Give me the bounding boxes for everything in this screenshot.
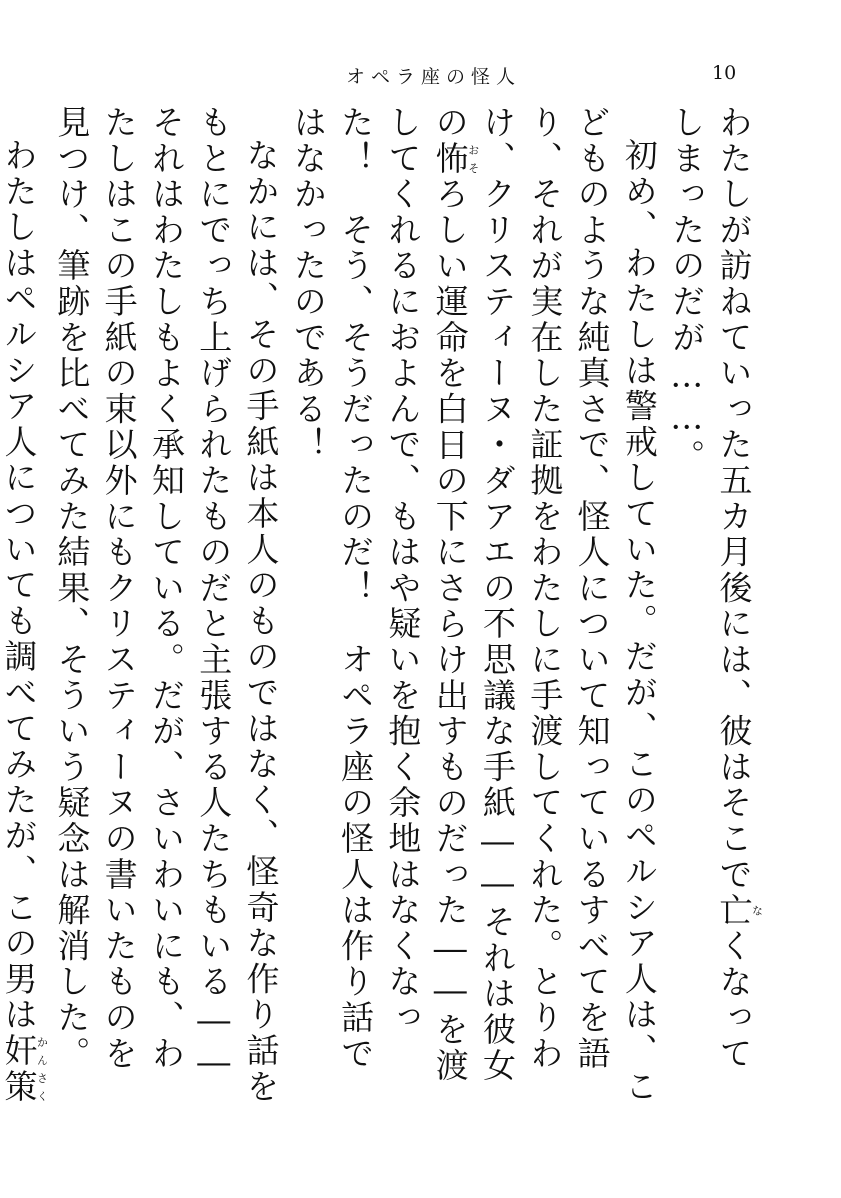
ruby-base: 奸策 [0,1033,39,1105]
paragraph-2 [285,105,663,1105]
text-segment: 初め、わたしは警戒していた。だが、このペルシア人は、こどものような純真さで、怪人について知っているすべてを語り、それが実在した証拠をわたしに手渡してくれた。とりわけ、クリスティーヌ・ダアエの不思議な手紙――それは彼女の [430,105,659,1105]
ruby-reading [0,141,1,177]
page-number: 10 [712,62,737,84]
text-segment: わたしが訪ねていった五カ月後には、彼はそこで [714,105,754,893]
paragraph-1 [663,105,763,1105]
ruby-reading: おそ [466,140,480,177]
text-segment: わたしはペルシア人についても調べてみたが、この男は [0,138,39,1033]
ruby-base: 怖 [430,140,470,177]
paragraph-4 [0,105,48,1105]
text-segment: くなってしまったのだが……。 [667,105,754,1072]
running-title: オペラ座の怪人 [346,66,522,88]
paragraph-3: なかには、その手紙は本人のものではなく、怪奇な作り話をもとにでっち上げられたものだと主張する人たちもいる――それはわたしもよく承知している。だが、さいわいにも、わたしはこの手紙の束以外にもクリスティーヌの書いたものを見つけ、筆跡を比べてみた結果、そういう疑念は解消した。 [52,105,281,1105]
ruby-reading: な [750,892,764,929]
ruby-reading: かんさく [35,1033,49,1105]
ruby-base: 亡 [714,892,754,929]
text-segment: ろしい運命を白日の下にさらけ出すものだった――を渡してくれるにおよんで、もはや疑いを抱く余地はなくなった！ そう、そうだったのだ！ オペラ座の怪人は作り話ではなかったのである！ [288,105,470,1084]
body-text [0,105,764,1105]
ruby-annotation [714,892,764,929]
ruby-annotation [0,1033,49,1105]
ruby-annotation [430,140,480,177]
